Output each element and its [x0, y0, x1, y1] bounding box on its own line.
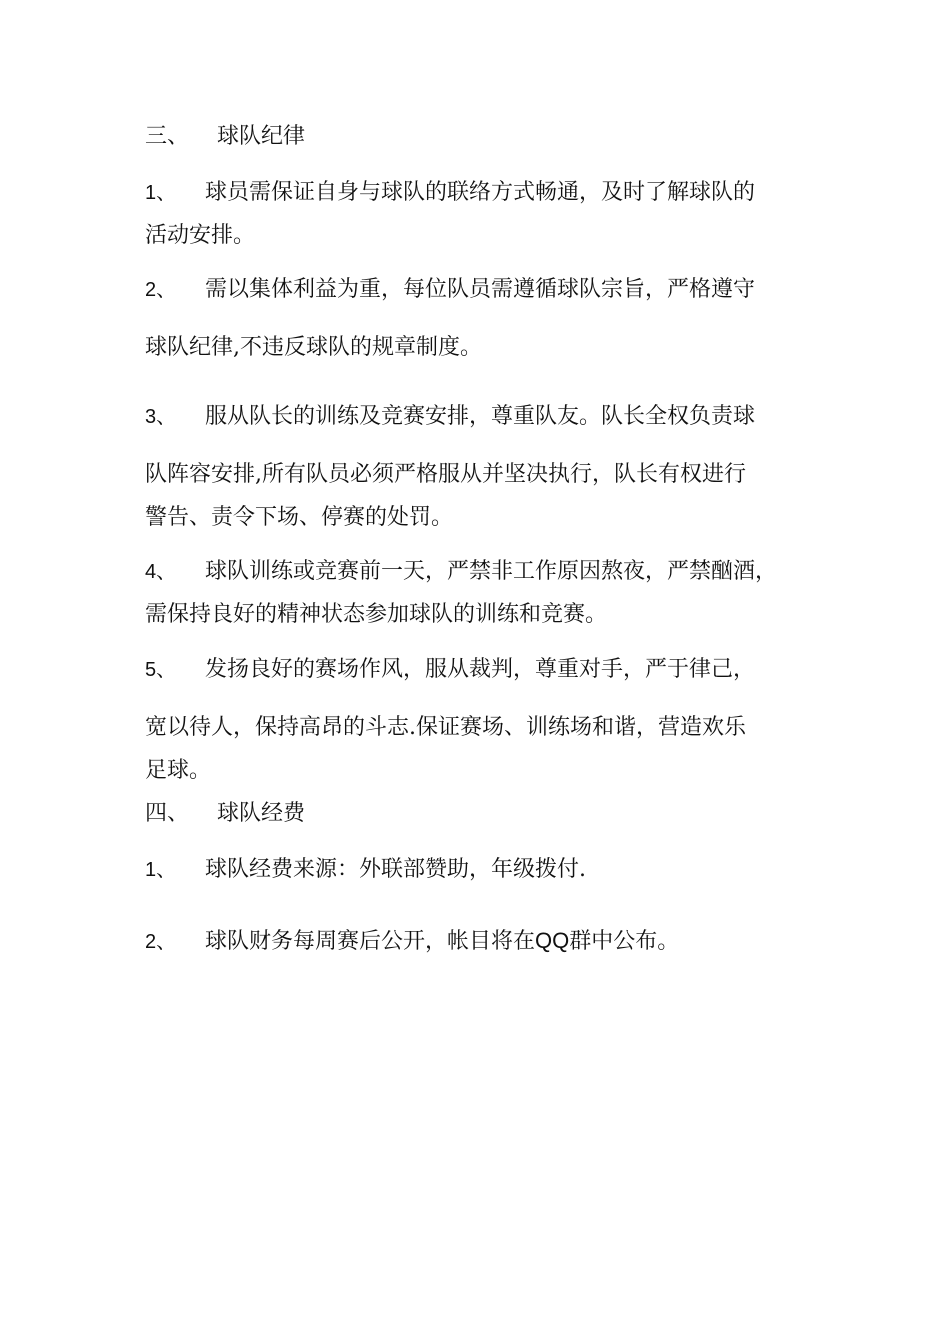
section-number: 四、: [145, 801, 190, 826]
discipline-item-2-line-1: [145, 275, 755, 305]
item-text: 服从队长的训练及竞赛安排，尊重队友。队长全权负责球: [205, 404, 756, 429]
section-heading-discipline: [145, 122, 305, 152]
item-text: 群中公布。: [569, 929, 680, 954]
item-number: 5、: [145, 659, 177, 681]
item-text: 球队训练或竞赛前一天，严禁非工作原因熬夜，严禁酗酒，: [205, 559, 778, 584]
item-text: 发扬良好的赛场作风，服从裁判，尊重对手，严于律己，: [205, 657, 756, 682]
section-title: 球队纪律: [217, 124, 306, 149]
item-number: 1、: [145, 859, 177, 881]
item-text: 需保持良好的精神状态参加球队的训练和竞赛。: [145, 602, 608, 627]
funding-item-2: [145, 926, 679, 957]
item-number: 4、: [145, 561, 177, 583]
item-text: 宽以待人，保持高昂的斗志.保证赛场、训练场和谐，营造欢乐: [145, 715, 746, 740]
discipline-item-1-line-2: [145, 221, 255, 251]
section-number: 三、: [145, 124, 190, 149]
item-number: 2、: [145, 931, 177, 953]
item-text: 活动安排。: [145, 223, 256, 248]
discipline-item-2-line-2: [145, 333, 482, 363]
item-number: 1、: [145, 182, 177, 204]
section-title: 球队经费: [217, 801, 306, 826]
discipline-item-5-line-3: [145, 756, 211, 786]
discipline-item-3-line-2: [145, 460, 746, 490]
discipline-item-3-line-3: [145, 503, 453, 533]
discipline-item-4-line-1: [145, 557, 777, 587]
discipline-item-5-line-1: [145, 655, 755, 685]
item-text: 需以集体利益为重，每位队员需遵循球队宗旨，严格遵守: [205, 277, 756, 302]
item-text-latin: QQ: [535, 928, 570, 953]
item-number: 2、: [145, 279, 177, 301]
item-text: 球队经费来源：外联部赞助，年级拨付.: [205, 857, 586, 882]
item-text: 球队财务每周赛后公开，帐目将在: [205, 929, 536, 954]
item-text: 足球。: [145, 758, 212, 783]
section-heading-funding: [145, 799, 305, 829]
discipline-item-3-line-1: [145, 402, 755, 432]
funding-item-1: [145, 855, 586, 885]
item-text: 球队纪律,不违反球队的规章制度。: [145, 335, 482, 360]
item-text: 队阵容安排,所有队员必须严格服从并坚决执行，队长有权进行: [145, 462, 746, 487]
item-text: 球员需保证自身与球队的联络方式畅通，及时了解球队的: [205, 180, 756, 205]
discipline-item-4-line-2: [145, 600, 607, 630]
discipline-item-5-line-2: [145, 713, 746, 743]
item-number: 3、: [145, 406, 177, 428]
item-text: 警告、责令下场、停赛的处罚。: [145, 505, 454, 530]
discipline-item-1-line-1: [145, 178, 755, 208]
